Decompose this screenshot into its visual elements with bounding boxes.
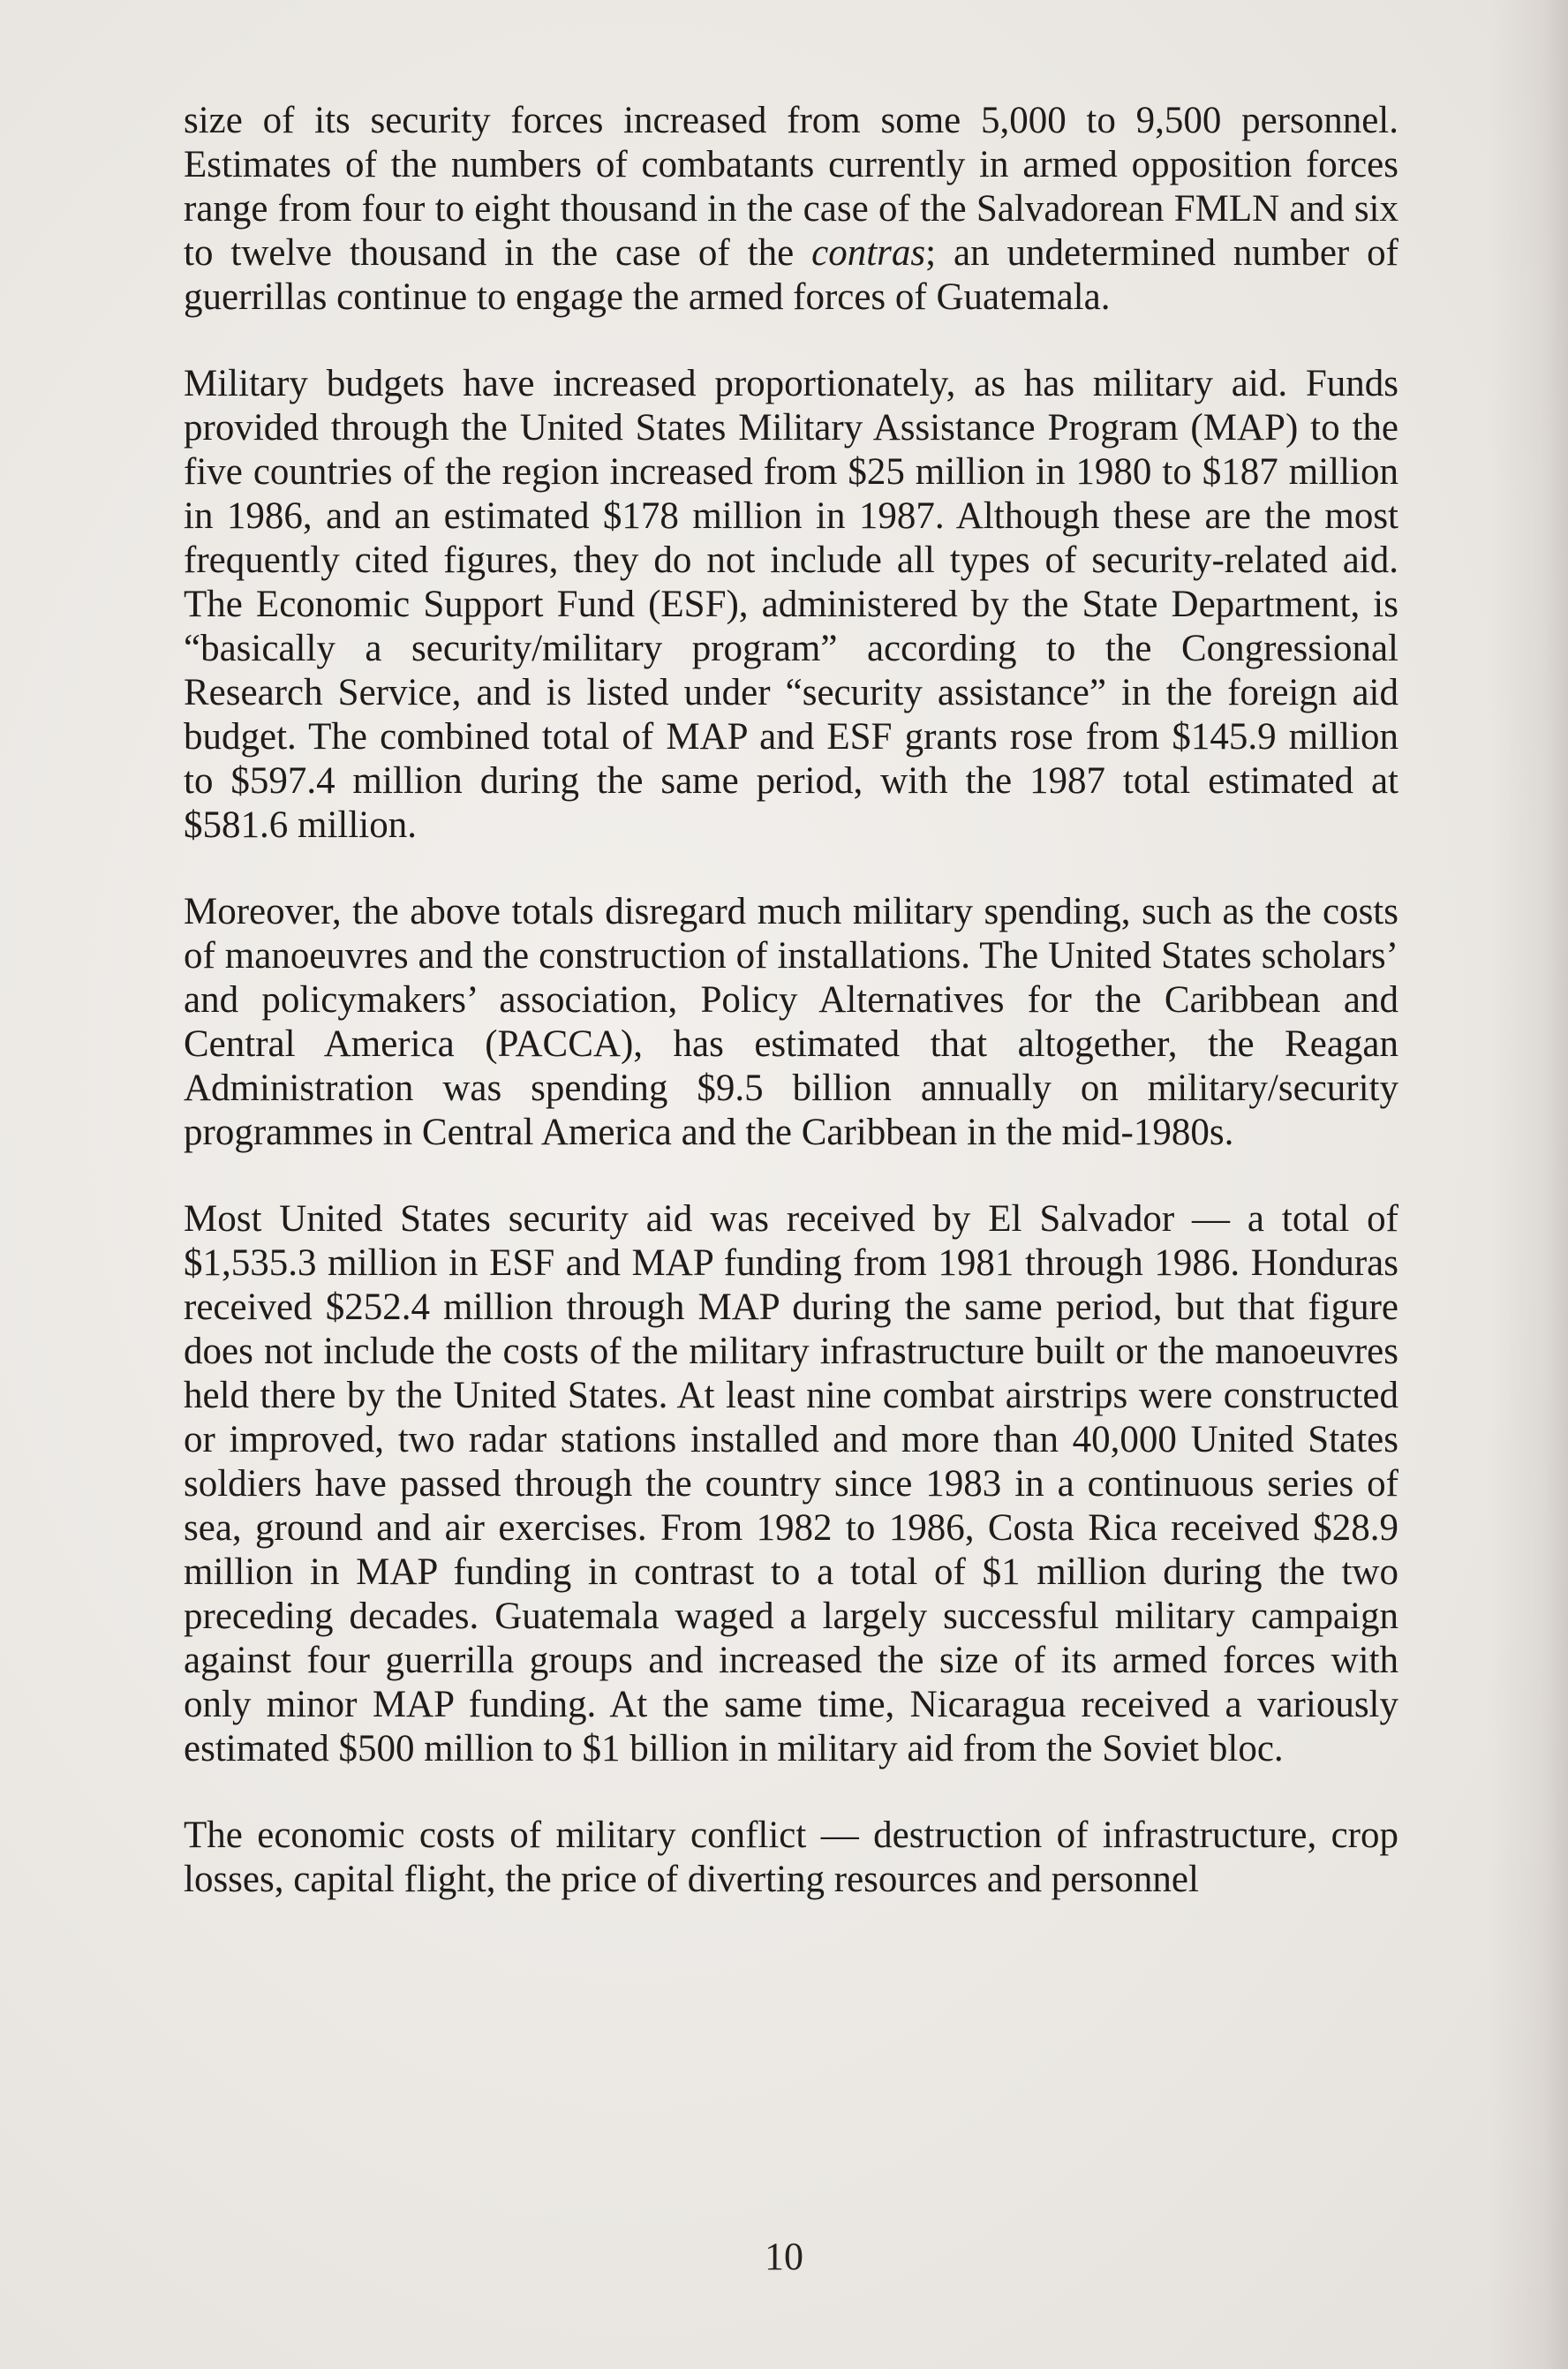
paragraph-military-spending bbox=[184, 890, 1398, 1155]
text-span: Moreover, the above totals disregard much military spending, such as the costs of manoeuvres and the construction of installations. The United States scholars’ and policymakers’ association, Policy Alternatives for the Caribbean and Central America (PACCA), has estimated that altogether, the Reagan Administration was spending $9.5 billion annually on military/security programmes in Central America and the Caribbean in the mid-1980s. bbox=[184, 891, 1398, 1153]
page-edge-shadow bbox=[1489, 0, 1568, 2369]
text-span: Military budgets have increased proportionately, as has military aid. Funds provided through the United States Military Assistance Program (MAP) to the five countries of the region increased from $25 million in 1980 to $187 million in 1986, and an estimated $178 million in 1987. Although these are the most frequently cited figures, they do not include all types of security-related aid. The Economic Support Fund (ESF), administered by the State Department, is “basically a security/military program” according to the Congressional Research Service, and is listed under “security assistance” in the foreign aid budget. The combined total of MAP and ESF grants rose from $145.9 million to $597.4 million during the same period, with the 1987 total estimated at $581.6 million. bbox=[184, 363, 1398, 846]
paragraph-security-aid bbox=[184, 1197, 1398, 1771]
text-span: The economic costs of military conflict — destruction of infrastructure, crop losses, capital flight, the price of diverting resources and personnel bbox=[184, 1814, 1398, 1900]
paragraph-military-budgets bbox=[184, 362, 1398, 848]
paragraph-economic-costs bbox=[184, 1814, 1398, 1902]
body-text bbox=[184, 99, 1398, 1944]
page-number: 10 bbox=[765, 2235, 803, 2278]
italic-text-span: contras bbox=[811, 232, 926, 274]
paragraph-security-forces bbox=[184, 99, 1398, 320]
text-span: Most United States security aid was received by El Salvador — a total of $1,535.3 million in ESF and MAP funding from 1981 through 1986. Honduras received $252.4 million through MAP during the same period, but that figure does not include the costs of the military infrastructure built or the manoeuvres held there by the United States. At least nine combat airstrips were constructed or improved, two radar stations installed and more than 40,000 United States soldiers have passed through the country since 1983 in a continuous series of sea, ground and air exercises. From 1982 to 1986, Costa Rica received $28.9 million in MAP funding in contrast to a total of $1 million during the two preceding decades. Guatemala waged a largely successful military campaign against four guerrilla groups and increased the size of its armed forces with only minor MAP funding. At the same time, Nicaragua received a variously estimated $500 million to $1 billion in military aid from the Soviet bloc. bbox=[184, 1198, 1398, 1769]
text-span: ; an undetermined number of guerrillas continue to engage the armed forces of Guatemala. bbox=[184, 232, 1398, 318]
text-span: size of its security forces increased from some 5,000 to 9,500 personnel. Estimates of the numbers of combatants currently in armed opposition forces range from four to eight thousand in the case of the Salvadorean FMLN and six to twelve thousand in the case of the bbox=[184, 100, 1398, 274]
